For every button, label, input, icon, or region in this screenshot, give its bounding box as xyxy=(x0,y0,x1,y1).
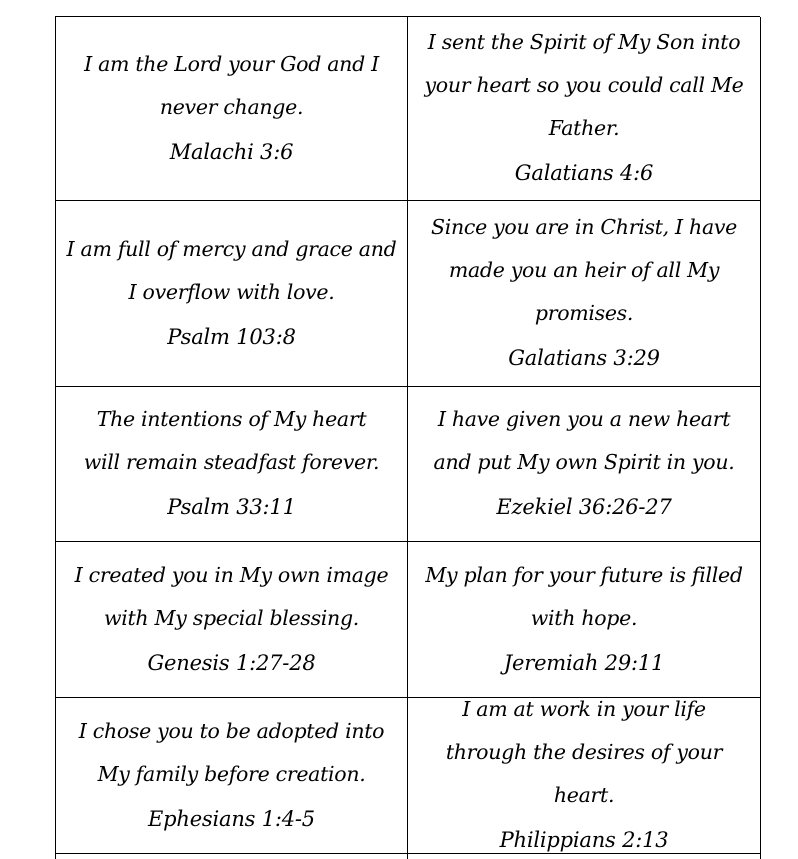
verse-reference: Genesis 1:27-28 xyxy=(147,650,316,675)
verse-card xyxy=(56,387,408,542)
verse-card xyxy=(408,542,761,698)
verse-card-partial xyxy=(56,854,408,859)
verse-text: I am full of mercy and grace and I overflow with love. xyxy=(66,236,397,304)
verse-reference: Ezekiel 36:26-27 xyxy=(496,495,672,519)
verse-card xyxy=(56,201,408,387)
verse-text: My plan for your future is filled with hope. xyxy=(425,562,743,630)
verse-text: I sent the Spirit of My Son into your heart so you could call Me Father. xyxy=(424,30,744,140)
verse-text: I am at work in your life through the desires of your heart. xyxy=(445,697,723,807)
verse-reference: Jeremiah 29:11 xyxy=(503,650,665,675)
verse-reference: Galatians 3:29 xyxy=(508,346,660,370)
verse-card xyxy=(56,698,408,854)
verse-text: I created you in My own image with My special blessing. xyxy=(74,562,389,630)
verse-card xyxy=(56,542,408,698)
verse-reference: Ephesians 1:4-5 xyxy=(148,806,315,831)
verse-reference: Malachi 3:6 xyxy=(169,139,294,164)
verse-reference: Philippians 2:13 xyxy=(499,828,669,852)
verse-text: I am the Lord your God and I never change. xyxy=(84,51,379,119)
verse-card xyxy=(408,17,761,201)
verse-card-grid xyxy=(55,16,760,859)
verse-card xyxy=(408,387,761,542)
verse-card xyxy=(408,201,761,387)
verse-text: I chose you to be adopted into My family before creation. xyxy=(78,718,385,786)
verse-reference: Galatians 4:6 xyxy=(514,161,654,185)
verse-reference: Psalm 103:8 xyxy=(167,324,296,349)
verse-text: Since you are in Christ, I have made you an heir of all My promises. xyxy=(430,215,737,325)
verse-card-partial xyxy=(408,854,761,859)
verse-text: The intentions of My heart will remain steadfast forever. xyxy=(83,407,380,474)
verse-card xyxy=(56,17,408,201)
verse-text: I have given you a new heart and put My own Spirit in you. xyxy=(433,407,735,474)
verse-card xyxy=(408,698,761,854)
verse-reference: Psalm 33:11 xyxy=(167,495,296,519)
